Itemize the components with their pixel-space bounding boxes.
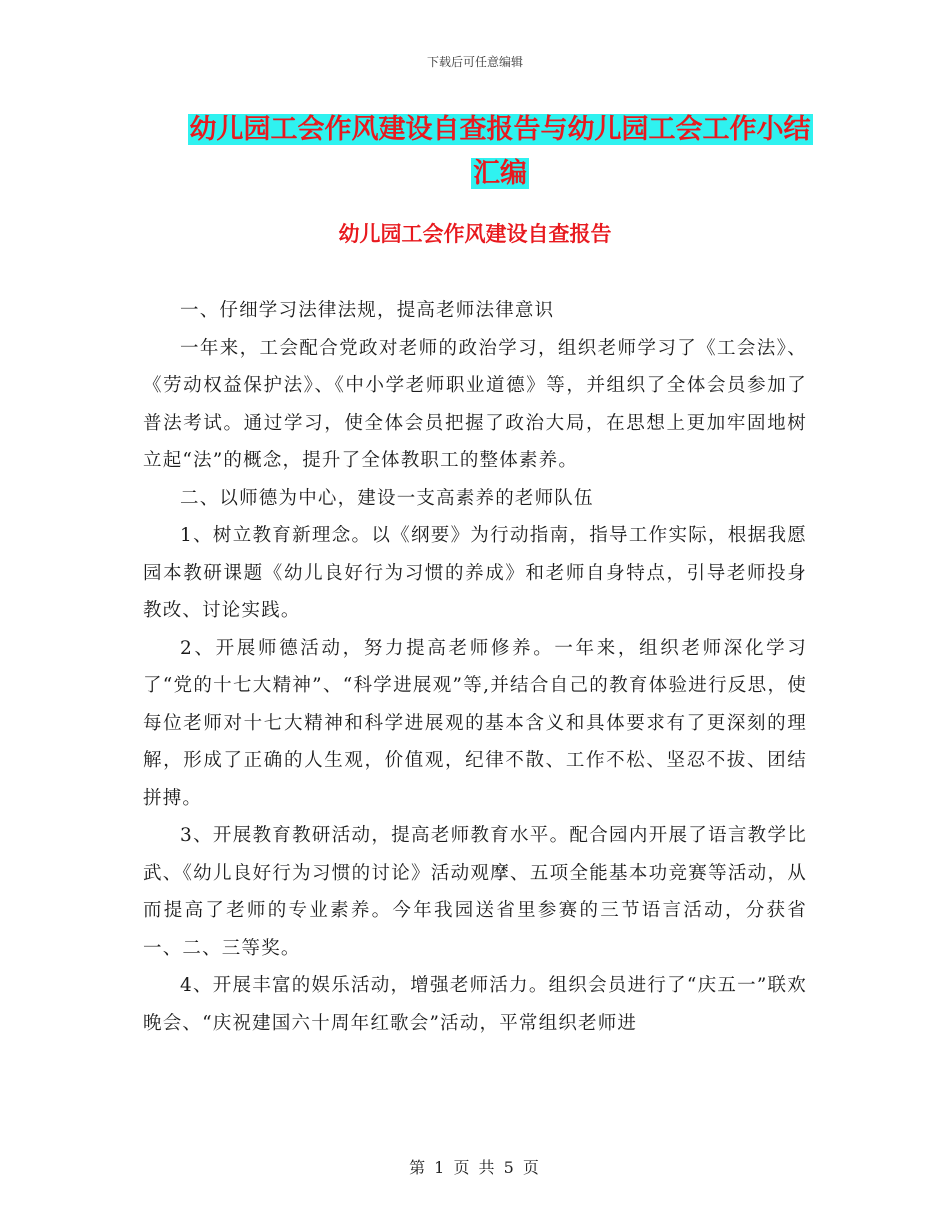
paragraph: 4、开展丰富的娱乐活动，增强老师活力。组织会员进行了“庆五一”联欢晚会、“庆祝建国六十周年红歌会”活动，平常组织老师进 bbox=[143, 975, 807, 1034]
paragraph: 2、开展师德活动，努力提高老师修养。一年来，组织老师深化学习了“党的十七大精神”、“科学进展观”等,并结合自己的教育体验进行反思，使每位老师对十七大精神和科学进展观的基本含义和具体要求有了更深刻的理解，形成了正确的人生观，价值观，纪律不散、工作不松、坚忍不拔、团结拼搏。 bbox=[143, 637, 807, 809]
header-note: 下载后可任意编辑 bbox=[426, 55, 523, 69]
paragraph: 3、开展教育教研活动，提高老师教育水平。配合园内开展了语言教学比武、《幼儿良好行为习惯的讨论》活动观摩、五项全能基本功竞赛等活动，从而提高了老师的专业素养。今年我园送省里参赛的三节语言活动，分获省一、二、三等奖。 bbox=[143, 825, 807, 959]
paragraph: 1、树立教育新理念。以《纲要》为行动指南，指导工作实际，根据我愿园本教研课题《幼儿良好行为习惯的养成》和老师自身特点，引导老师投身教改、讨论实践。 bbox=[143, 525, 807, 621]
section-title: 幼儿园工会作风建设自查报告 bbox=[338, 222, 612, 246]
document-body bbox=[143, 292, 807, 1042]
title-line-1: 幼儿园工会作风建设自查报告与幼儿园工会工作小结 bbox=[189, 114, 811, 145]
paragraph-heading-2: 二、以师德为中心，建设一支高素养的老师队伍 bbox=[180, 487, 594, 509]
page-number: 第 1 页 共 5 页 bbox=[409, 1158, 541, 1177]
paragraph: 一年来，工会配合党政对老师的政治学习，组织老师学习了《工会法》、《劳动权益保护法》、《中小学老师职业道德》等，并组织了全体会员参加了普法考试。通过学习，使全体会员把握了政治大局，在思想上更加牢固地树立起“法”的概念，提升了全体教职工的整体素养。 bbox=[143, 337, 807, 471]
paragraph-heading-1: 一、仔细学习法律法规，提高老师法律意识 bbox=[180, 300, 555, 321]
title-line-2: 汇编 bbox=[473, 158, 527, 189]
document-title bbox=[140, 108, 860, 196]
